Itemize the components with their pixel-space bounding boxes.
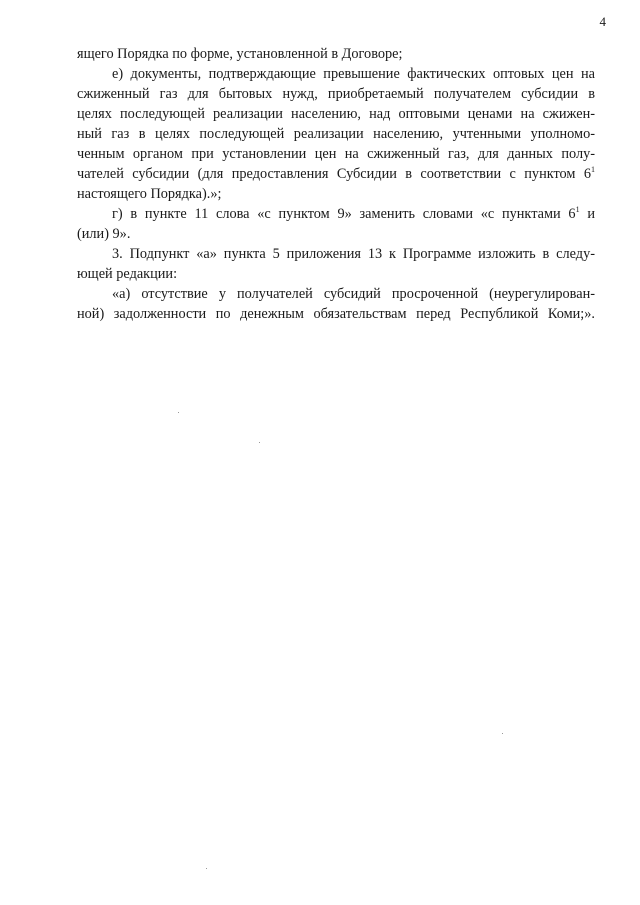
text-line: ящего Порядка по форме, установленной в Договоре; [77, 46, 403, 62]
page-number: 4 [599, 14, 606, 29]
superscript: 1 [575, 205, 580, 214]
text-line: г) в пункте 11 слова «с пунктом 9» заменить словами «с пунктами $6^1$ и [112, 205, 595, 222]
text-line: ный газ в целях последующей реализации населению, учтенными уполномо- [77, 126, 595, 142]
text-line: (или) 9». [77, 226, 131, 242]
text-line: ченным органом при установлении цен на сжиженный газ, для данных полу- [77, 146, 595, 162]
text-line: чателей субсидии (для предоставления Субсидии в соответствии с пунктом $6^1$ [77, 165, 595, 182]
scan-speck [259, 442, 260, 443]
text-line: ющей редакции: [77, 266, 178, 282]
text-line: ной) задолженности по денежным обязательствам перед Республикой Коми;». [77, 306, 595, 322]
document-body [77, 44, 595, 324]
scan-speck [178, 412, 179, 413]
scan-speck [206, 868, 207, 869]
text-line: 3. Подпункт «а» пункта 5 приложения 13 к Программе изложить в следу- [112, 246, 595, 262]
text-line: сжиженный газ для бытовых нужд, приобретаемый получателем субсидии в [77, 86, 595, 102]
superscript: 1 [591, 165, 595, 174]
scan-speck [502, 733, 503, 734]
text-line: «а) отсутствие у получателей субсидий просроченной (неурегулирован- [112, 286, 595, 302]
text-line: е) документы, подтверждающие превышение фактических оптовых цен на [112, 66, 595, 82]
text-line: настоящего Порядка).»; [77, 186, 222, 202]
text-line: целях последующей реализации населению, над оптовыми ценами на сжижен- [77, 106, 595, 122]
